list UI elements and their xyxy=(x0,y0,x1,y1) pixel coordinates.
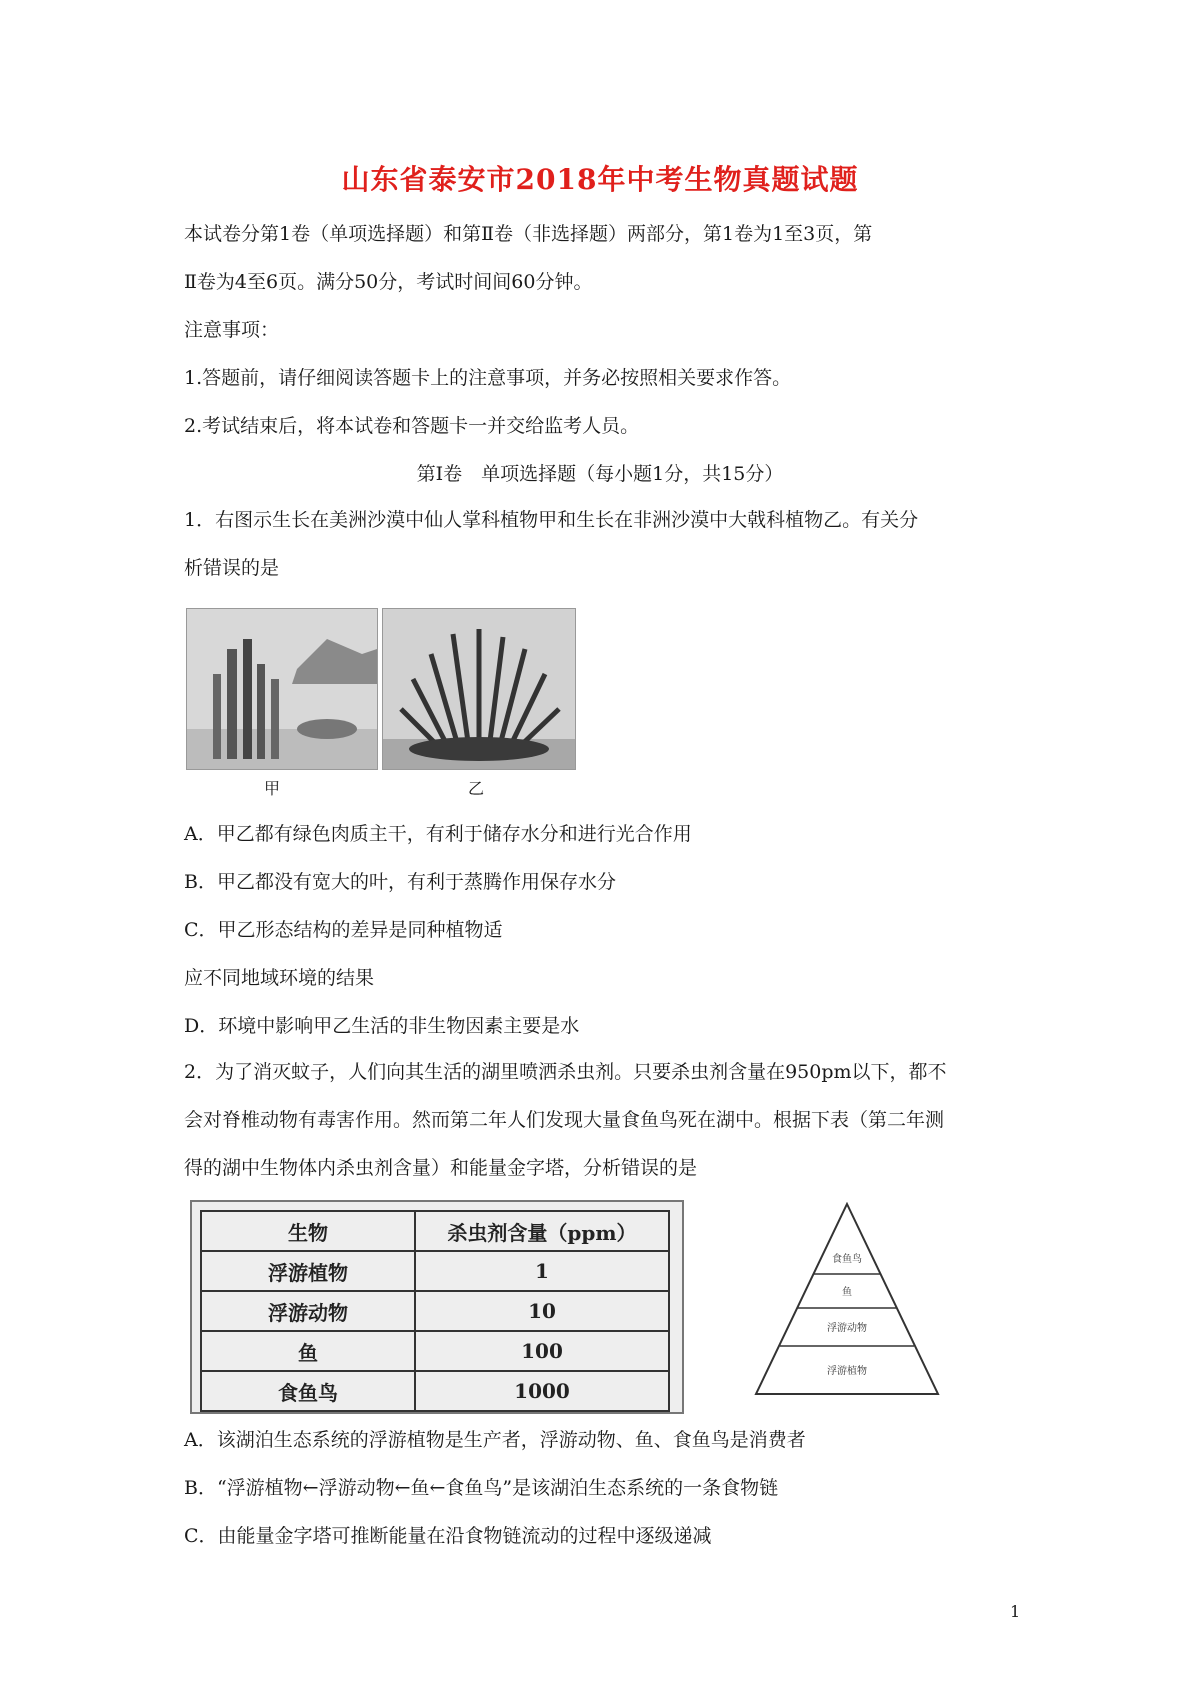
pesticide-table-figure xyxy=(190,1200,684,1414)
q1-stem-2: 析错误的是 xyxy=(184,557,280,579)
table-cell-value: 10 xyxy=(415,1291,669,1331)
exam-title: 山东省泰安市2018年中考生物真题试题 xyxy=(341,163,859,196)
table-cell-organism: 浮游植物 xyxy=(201,1251,415,1291)
q1-option-d: D．环境中影响甲乙生活的非生物因素主要是水 xyxy=(184,1015,580,1037)
table-header-organism: 生物 xyxy=(201,1211,415,1251)
q2-option-a: A．该湖泊生态系统的浮游植物是生产者，浮游动物、鱼、食鱼鸟是消费者 xyxy=(184,1429,806,1451)
q2-stem-2: 会对脊椎动物有毒害作用。然而第二年人们发现大量食鱼鸟死在湖中。根据下表（第二年测 xyxy=(184,1109,945,1131)
cactus-illustration xyxy=(187,609,377,769)
energy-pyramid xyxy=(752,1202,942,1398)
euphorbia-photo xyxy=(382,608,576,770)
intro-line-2: Ⅱ卷为4至6页。满分50分，考试时间间60分钟。 xyxy=(184,271,593,293)
q2-option-c: C．由能量金字塔可推断能量在沿食物链流动的过程中逐级递减 xyxy=(184,1525,712,1547)
pyramid-level-zooplankton: 浮游动物 xyxy=(827,1323,867,1334)
page-number: 1 xyxy=(1010,1602,1021,1621)
photo-label-yi: 乙 xyxy=(468,779,485,798)
table-cell-organism: 食鱼鸟 xyxy=(201,1371,415,1411)
table-cell-value: 1000 xyxy=(415,1371,669,1411)
pesticide-table xyxy=(200,1210,670,1412)
cactus-photo xyxy=(186,608,378,770)
notice-1: 1.答题前，请仔细阅读答题卡上的注意事项，并务必按照相关要求作答。 xyxy=(184,367,792,389)
q1-option-c-cont: 应不同地域环境的结果 xyxy=(184,967,375,989)
table-row xyxy=(201,1371,669,1411)
table-cell-organism: 鱼 xyxy=(201,1331,415,1371)
table-cell-organism: 浮游动物 xyxy=(201,1291,415,1331)
table-cell-value: 1 xyxy=(415,1251,669,1291)
q1-option-a: A．甲乙都有绿色肉质主干，有利于储存水分和进行光合作用 xyxy=(184,823,692,845)
q2-option-b: B．“浮游植物←浮游动物←鱼←食鱼鸟”是该湖泊生态系统的一条食物链 xyxy=(184,1477,779,1499)
q1-option-b: B．甲乙都没有宽大的叶，有利于蒸腾作用保存水分 xyxy=(184,871,616,893)
section-heading: 第Ⅰ卷 单项选择题（每小题1分，共15分） xyxy=(416,463,784,485)
q2-stem-3: 得的湖中生物体内杀虫剂含量）和能量金字塔，分析错误的是 xyxy=(184,1157,698,1179)
table-row xyxy=(201,1251,669,1291)
pyramid-level-fish: 鱼 xyxy=(842,1287,852,1298)
intro-line-1: 本试卷分第1卷（单项选择题）和第Ⅱ卷（非选择题）两部分，第1卷为1至3页，第 xyxy=(184,223,873,245)
table-header-pesticide: 杀虫剂含量（ppm） xyxy=(415,1211,669,1251)
table-row xyxy=(201,1331,669,1371)
q1-stem-1: 1．右图示生长在美洲沙漠中仙人掌科植物甲和生长在非洲沙漠中大戟科植物乙。有关分 xyxy=(184,509,919,531)
notice-2: 2.考试结束后，将本试卷和答题卡一并交给监考人员。 xyxy=(184,415,640,437)
table-header-row xyxy=(201,1211,669,1251)
q2-stem-1: 2．为了消灭蚊子，人们向其生活的湖里喷洒杀虫剂。只要杀虫剂含量在950pm以下，都不 xyxy=(184,1061,947,1083)
euphorbia-illustration xyxy=(383,609,575,769)
pyramid-level-bird: 食鱼鸟 xyxy=(832,1254,862,1265)
pyramid-level-phytoplankton: 浮游植物 xyxy=(827,1366,867,1377)
q1-photo-figure xyxy=(186,608,574,798)
photo-label-jia: 甲 xyxy=(264,779,281,798)
notice-heading: 注意事项： xyxy=(184,319,280,341)
q1-option-c: C．甲乙形态结构的差异是同种植物适 xyxy=(184,919,503,941)
table-row xyxy=(201,1291,669,1331)
table-cell-value: 100 xyxy=(415,1331,669,1371)
